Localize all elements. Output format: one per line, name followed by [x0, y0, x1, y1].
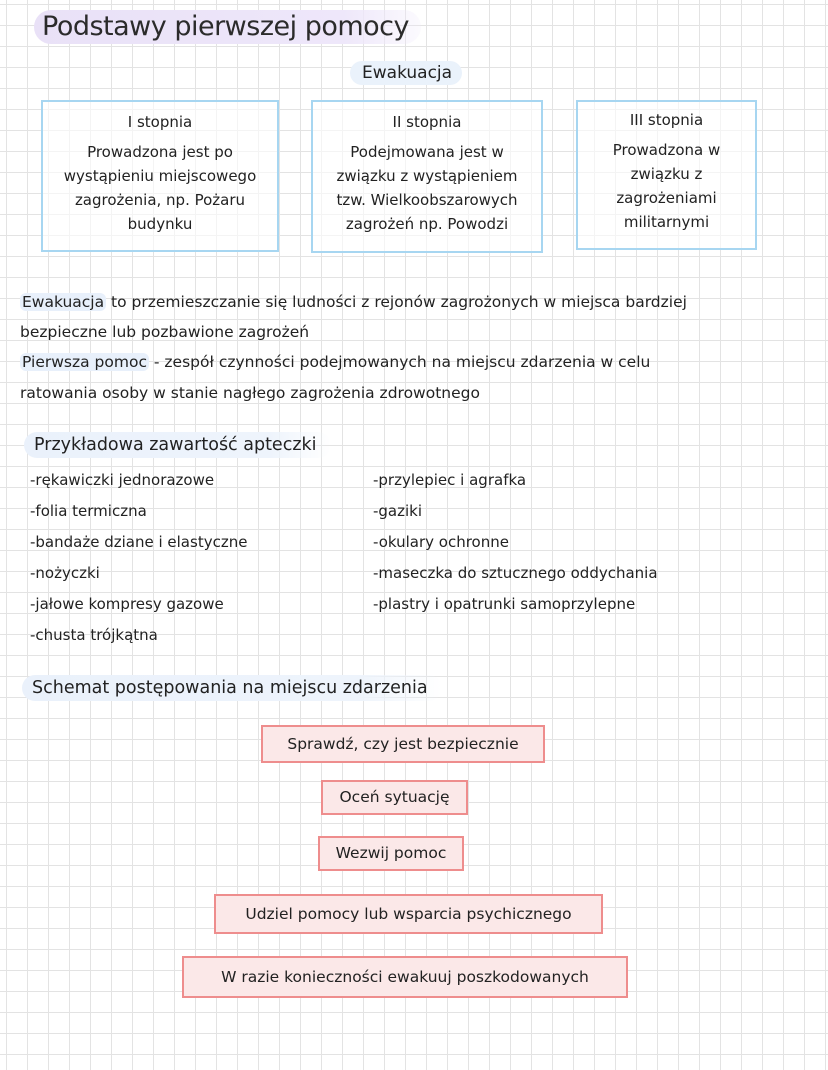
evacuation-degree-1-box: [41, 100, 279, 252]
first-aid-definition-cont: [20, 378, 480, 408]
kit-item: -bandaże dziane i elastyczne: [30, 533, 248, 551]
first-aid-term: Pierwsza pomoc: [22, 353, 147, 371]
first-aid-definition-line-2: ratowania osoby w stanie nagłego zagrożenia zdrowotnego: [20, 384, 480, 402]
procedure-step-check-safety: Sprawdź, czy jest bezpiecznie: [261, 725, 545, 763]
page-title: Podstawy pierwszej pomocy: [34, 10, 421, 44]
first-aid-definition-line-1: - zespół czynności podejmowanych na miejscu zdarzenia w celu: [148, 353, 651, 371]
procedure-step-assess-situation: Oceń sytuację: [321, 780, 468, 815]
kit-item: -okulary ochronne: [373, 533, 509, 551]
evacuation-definition: [20, 287, 687, 317]
procedure-heading: Schemat postępowania na miejscu zdarzenia: [22, 675, 442, 701]
kit-item: -maseczka do sztucznego oddychania: [373, 564, 658, 582]
first-aid-definition: [20, 347, 650, 377]
evacuation-degree-2-title: II stopnia: [392, 113, 462, 131]
kit-item: -nożyczki: [30, 564, 100, 582]
first-aid-kit-heading: Przykładowa zawartość apteczki: [24, 432, 331, 458]
evacuation-degree-3-title: III stopnia: [629, 111, 704, 129]
kit-item: -chusta trójkątna: [30, 626, 158, 644]
evacuation-degree-1-title: I stopnia: [127, 113, 193, 131]
evacuation-degree-2-box: [311, 100, 543, 253]
evacuation-heading: Ewakuacja: [350, 61, 462, 85]
kit-item: -rękawiczki jednorazowe: [30, 471, 215, 489]
procedure-step-call-help: Wezwij pomoc: [318, 836, 464, 871]
evacuation-definition-line-1: to przemieszczanie się ludności z rejonów zagrożonych w miejsca bardziej: [106, 293, 687, 311]
evacuation-definition-line-2: bezpieczne lub pozbawione zagrożeń: [20, 323, 310, 341]
kit-item: -gaziki: [373, 502, 423, 520]
kit-item: -folia termiczna: [30, 502, 147, 520]
evacuation-degree-2-text: Podejmowana jest w związku z wystąpieniem tzw. Wielkoobszarowych zagrożeń np. Powodzi: [336, 143, 518, 233]
evacuation-degree-3-box: [576, 100, 757, 250]
evacuation-degree-3-text: Prowadzona w związku z zagrożeniami militarnymi: [612, 141, 721, 231]
kit-item: -plastry i opatrunki samoprzylepne: [373, 595, 636, 613]
procedure-step-evacuate: W razie konieczności ewakuuj poszkodowanych: [182, 956, 628, 998]
procedure-step-give-aid: Udziel pomocy lub wsparcia psychicznego: [214, 894, 603, 934]
evacuation-definition-cont: [20, 317, 309, 347]
kit-item: -jałowe kompresy gazowe: [30, 595, 224, 613]
evacuation-term: Ewakuacja: [22, 293, 105, 311]
kit-item: -przylepiec i agrafka: [373, 471, 527, 489]
evacuation-degree-1-text: Prowadzona jest po wystąpieniu miejscowego zagrożenia, np. Pożaru budynku: [63, 143, 257, 233]
